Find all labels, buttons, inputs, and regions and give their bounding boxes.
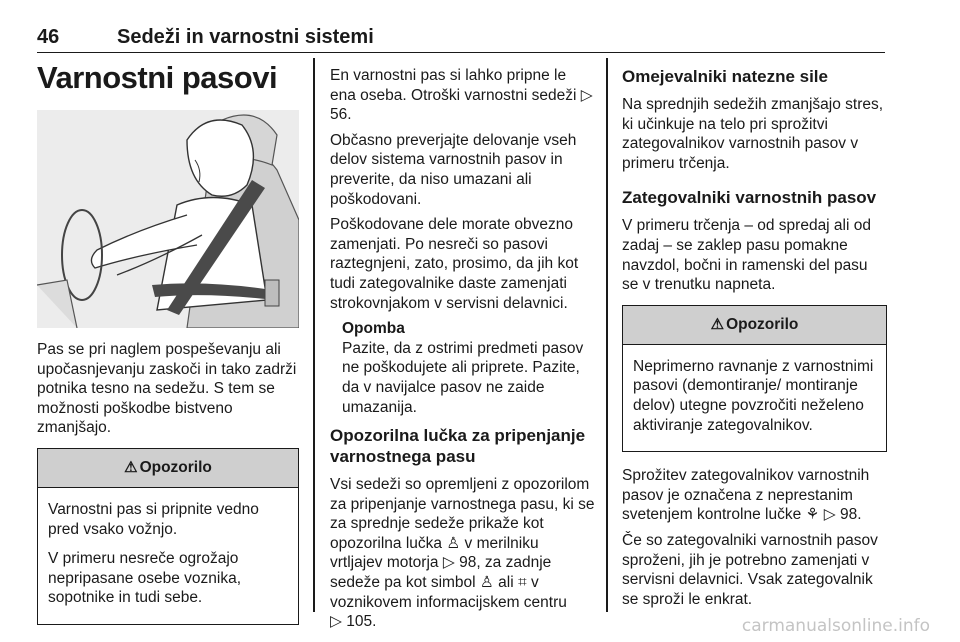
text: En varnostni pas si lahko pripne le ena oseba. Otroški varnostni sedeži — [330, 67, 577, 104]
text: Sprožitev zategovalnikov varnostnih pasov je označena z neprestanim svetenjem kontrolne lučke — [622, 467, 870, 524]
reference-arrow-icon: ▷ — [823, 506, 836, 524]
page-reference-link[interactable]: 98. — [839, 506, 862, 524]
intro-paragraph: Pas se pri naglem pospeševanju ali upočasnjevanju zaskoči in tako zadrži potnika tesno na sedežu. S tem se možnosti poškodbe bistveno zmanjšajo. — [37, 341, 297, 437]
page-reference-link[interactable]: 56. — [330, 106, 352, 124]
seatbelt-illustration-svg — [37, 110, 299, 328]
warning-body — [38, 488, 298, 624]
warning-header — [623, 306, 886, 345]
text: v voznikovem informacijskem centru — [330, 574, 567, 611]
column-3 — [622, 66, 887, 615]
paragraph: Poškodovane dele morate obvezno zamenjati. Po nesreči so pasovi raztegnjeni, zato, prosimo, da jih kot tudi zategovalnike daste zamenjati strokovnjakom v servisni delavnici. — [330, 216, 579, 312]
column-divider — [606, 58, 608, 612]
paragraph — [330, 475, 595, 632]
note — [330, 319, 595, 417]
note-text: Pazite, da z ostrimi predmeti pasov ne poškodujete ali priprete. Pazite, da v navijalce pasov ne zaide umazanija. — [342, 339, 584, 416]
warning-paragraph: V primeru nesreče ogrožajo nepripasane osebe voznika, sopotnike in tudi sebe. — [48, 550, 242, 607]
warning-paragraph: Neprimerno ravnanje z varnostnimi pasovi (demontiranje/ montiranje delov) utegne povzročiti neželeno aktiviranje zategovalnikov. — [633, 357, 874, 434]
warning-label: Opozorilo — [726, 315, 799, 333]
text: ali — [498, 574, 514, 592]
page-reference-link[interactable]: 105. — [346, 613, 377, 631]
subheading: Opozorilna lučka za pripenjanje varnostnega pasu — [330, 426, 586, 467]
column-divider — [313, 58, 315, 612]
section-title: Varnostni pasovi — [37, 60, 278, 95]
column-2 — [330, 66, 595, 638]
reference-arrow-icon: ▷ — [442, 554, 455, 572]
paragraph: Na sprednjih sedežih zmanjšajo stres, ki učinkuje na telo pri sprožitvi zategovalnikov varnostnih pasov v primeru trčenja. — [622, 96, 884, 172]
seat-icon: ⌗ — [517, 574, 527, 592]
paragraph: V primeru trčenja – od spredaj ali od zadaj – se zaklep pasu pomakne navzdol, bočni in ramenski del pasu se v trenutku napneta. — [622, 217, 871, 294]
warning-triangle-icon: ⚠ — [710, 315, 725, 333]
airbag-icon: ⚘ — [805, 506, 820, 524]
paragraph — [330, 66, 595, 125]
paragraph: Če so zategovalniki varnostnih pasov sproženi, jih je potrebno zamenjati v servisni delavnici. Vsak zategovalnik se sproži le enkrat. — [622, 531, 878, 608]
text: 98, za zadnje sedeže pa kot simbol — [330, 554, 552, 592]
page-number: 46 — [37, 26, 60, 48]
warning-box — [622, 305, 887, 452]
chapter-title: Sedeži in varnostni sistemi — [117, 26, 374, 48]
note-title: Opomba — [342, 320, 405, 338]
paragraph — [622, 466, 887, 525]
warning-paragraph: Varnostni pas si pripnite vedno pred vsako vožnjo. — [48, 500, 259, 538]
column-1 — [37, 60, 299, 625]
reference-arrow-icon: ▷ — [330, 613, 342, 631]
subheading: Zategovalniki varnostnih pasov — [622, 188, 877, 208]
seatbelt-illustration — [37, 110, 299, 328]
page-header — [37, 22, 885, 53]
watermark: carmanualsonline.info — [741, 616, 930, 636]
reference-arrow-icon: ▷ — [580, 86, 593, 104]
subheading: Omejevalniki natezne sile — [622, 67, 828, 86]
paragraph: Občasno preverjajte delovanje vseh delov sistema varnostnih pasov in preverite, da niso umazani ali poškodovani. — [330, 131, 577, 208]
warning-label: Opozorilo — [139, 458, 212, 476]
warning-header — [38, 449, 298, 488]
warning-triangle-icon: ⚠ — [124, 458, 138, 476]
seatbelt-icon: ♙ — [479, 574, 494, 592]
seatbelt-icon: ♙ — [446, 534, 461, 552]
warning-body — [623, 345, 886, 451]
warning-box — [37, 448, 299, 625]
text: v merilniku vrtljajev motorja — [330, 534, 539, 572]
text: Vsi sedeži so opremljeni z opozorilom za pripenjanje varnostnega pasu, ki se za sprednje sedeže prikaže kot opozorilna lučka — [330, 476, 595, 552]
